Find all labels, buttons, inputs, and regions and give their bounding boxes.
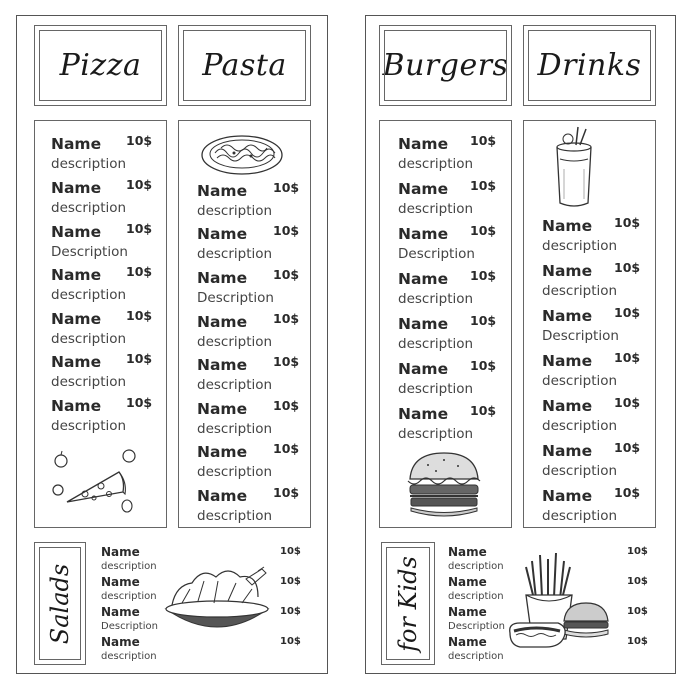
list-item xyxy=(398,360,503,397)
item-price: 10$ xyxy=(126,351,153,366)
item-price: 10$ xyxy=(627,636,648,647)
item-price: 10$ xyxy=(614,485,641,500)
item-price: 10$ xyxy=(470,178,497,193)
item-name: Name xyxy=(197,443,248,461)
item-name: Name xyxy=(51,135,102,153)
item-description: description xyxy=(101,591,157,602)
item-description: description xyxy=(542,418,618,434)
item-name: Name xyxy=(101,605,140,619)
item-description: Description xyxy=(448,621,505,632)
list-item xyxy=(101,636,157,663)
right-menu-page xyxy=(365,15,676,674)
list-item xyxy=(51,223,156,260)
item-price: 10$ xyxy=(280,606,301,617)
item-price: 10$ xyxy=(470,268,497,283)
item-description: description xyxy=(448,591,504,602)
salads-title: Salads xyxy=(46,563,75,644)
item-description: description xyxy=(542,373,618,389)
item-name: Name xyxy=(542,352,593,370)
item-description: Description xyxy=(51,244,128,260)
fries-burger-hotdog-icon xyxy=(506,551,614,653)
item-description: description xyxy=(542,463,618,479)
item-name: Name xyxy=(197,269,248,287)
list-item xyxy=(448,606,505,633)
list-item xyxy=(51,179,156,216)
pasta-header xyxy=(178,25,311,106)
item-description: description xyxy=(197,421,273,437)
item-name: Name xyxy=(51,353,102,371)
item-name: Name xyxy=(197,400,248,418)
list-item xyxy=(197,356,302,393)
list-item xyxy=(51,266,156,303)
item-price: 10$ xyxy=(273,485,300,500)
item-description: description xyxy=(197,334,273,350)
item-description: description xyxy=(101,561,157,572)
item-price: 10$ xyxy=(470,223,497,238)
list-item xyxy=(101,606,158,633)
pizza-slice-icon xyxy=(49,446,141,514)
item-description: description xyxy=(542,238,618,254)
item-price: 10$ xyxy=(273,398,300,413)
item-name: Name xyxy=(448,605,487,619)
item-name: Name xyxy=(51,397,102,415)
item-description: description xyxy=(398,426,474,442)
drinks-header xyxy=(523,25,656,106)
list-item xyxy=(197,400,302,437)
item-price: 10$ xyxy=(273,441,300,456)
item-description: description xyxy=(398,156,474,172)
item-description: description xyxy=(51,287,127,303)
item-description: Description xyxy=(398,246,475,262)
item-name: Name xyxy=(448,575,487,589)
item-description: description xyxy=(398,336,474,352)
item-price: 10$ xyxy=(126,308,153,323)
kids-header xyxy=(381,542,435,665)
item-description: description xyxy=(51,331,127,347)
item-name: Name xyxy=(197,487,248,505)
item-price: 10$ xyxy=(273,180,300,195)
item-description: description xyxy=(51,418,127,434)
item-name: Name xyxy=(197,182,248,200)
item-description: description xyxy=(101,651,157,662)
list-item xyxy=(542,487,647,524)
kids-title: for Kids xyxy=(394,555,422,652)
item-price: 10$ xyxy=(273,223,300,238)
item-name: Name xyxy=(398,270,449,288)
item-description: Description xyxy=(197,290,274,306)
list-item xyxy=(398,405,503,442)
item-price: 10$ xyxy=(273,311,300,326)
item-name: Name xyxy=(197,313,248,331)
item-description: description xyxy=(197,508,273,524)
list-item xyxy=(197,487,302,524)
item-price: 10$ xyxy=(627,606,648,617)
item-price: 10$ xyxy=(614,440,641,455)
list-item xyxy=(398,270,503,307)
pizza-title: Pizza xyxy=(59,48,142,83)
item-description: description xyxy=(398,381,474,397)
list-item xyxy=(51,135,156,172)
item-name: Name xyxy=(542,442,593,460)
item-price: 10$ xyxy=(126,264,153,279)
item-price: 10$ xyxy=(627,546,648,557)
item-name: Name xyxy=(448,545,487,559)
item-name: Name xyxy=(398,405,449,423)
list-item xyxy=(197,313,302,350)
salads-header xyxy=(34,542,86,665)
item-name: Name xyxy=(542,487,593,505)
item-description: Description xyxy=(542,328,619,344)
pizza-list xyxy=(34,120,167,528)
list-item xyxy=(398,135,503,172)
list-item xyxy=(51,397,156,434)
list-item xyxy=(398,315,503,352)
item-name: Name xyxy=(398,315,449,333)
item-price: 10$ xyxy=(280,546,301,557)
list-item xyxy=(51,353,156,390)
item-price: 10$ xyxy=(280,636,301,647)
pasta-plate-icon xyxy=(199,131,285,177)
item-description: description xyxy=(448,561,504,572)
item-name: Name xyxy=(542,217,593,235)
list-item xyxy=(542,217,647,254)
item-description: description xyxy=(197,377,273,393)
item-description: description xyxy=(542,283,618,299)
item-description: description xyxy=(51,200,127,216)
list-item xyxy=(542,397,647,434)
item-description: description xyxy=(448,651,504,662)
item-price: 10$ xyxy=(126,395,153,410)
item-price: 10$ xyxy=(614,395,641,410)
item-name: Name xyxy=(101,635,140,649)
list-item xyxy=(101,576,157,603)
list-item xyxy=(101,546,157,573)
item-name: Name xyxy=(398,360,449,378)
item-description: description xyxy=(197,203,273,219)
item-description: description xyxy=(542,508,618,524)
item-price: 10$ xyxy=(470,358,497,373)
list-item xyxy=(398,225,503,262)
item-name: Name xyxy=(101,575,140,589)
left-menu-page xyxy=(16,15,328,674)
pizza-header xyxy=(34,25,167,106)
list-item xyxy=(448,636,504,663)
drink-glass-icon xyxy=(554,125,594,209)
list-item xyxy=(197,269,302,306)
item-price: 10$ xyxy=(126,133,153,148)
item-price: 10$ xyxy=(614,260,641,275)
list-item xyxy=(542,262,647,299)
drinks-list xyxy=(523,120,656,528)
list-item xyxy=(197,443,302,480)
item-name: Name xyxy=(101,545,140,559)
list-item xyxy=(398,180,503,217)
item-description: Description xyxy=(101,621,158,632)
burger-icon xyxy=(406,451,482,517)
item-price: 10$ xyxy=(126,177,153,192)
item-price: 10$ xyxy=(280,576,301,587)
item-description: description xyxy=(51,156,127,172)
item-description: description xyxy=(398,291,474,307)
item-description: description xyxy=(197,246,273,262)
burgers-title: Burgers xyxy=(382,48,509,83)
item-price: 10$ xyxy=(273,267,300,282)
pasta-list xyxy=(178,120,311,528)
pasta-title: Pasta xyxy=(202,48,287,83)
item-price: 10$ xyxy=(614,350,641,365)
item-name: Name xyxy=(51,223,102,241)
item-name: Name xyxy=(197,356,248,374)
item-price: 10$ xyxy=(470,133,497,148)
list-item xyxy=(197,225,302,262)
drinks-title: Drinks xyxy=(537,48,642,83)
item-name: Name xyxy=(398,225,449,243)
item-name: Name xyxy=(197,225,248,243)
list-item xyxy=(197,182,302,219)
burgers-header xyxy=(379,25,512,106)
item-price: 10$ xyxy=(126,221,153,236)
list-item xyxy=(542,442,647,479)
list-item xyxy=(448,546,504,573)
item-name: Name xyxy=(398,180,449,198)
item-price: 10$ xyxy=(470,403,497,418)
item-name: Name xyxy=(542,307,593,325)
item-name: Name xyxy=(542,262,593,280)
list-item xyxy=(448,576,504,603)
item-name: Name xyxy=(51,310,102,328)
list-item xyxy=(542,352,647,389)
item-price: 10$ xyxy=(470,313,497,328)
list-item xyxy=(51,310,156,347)
item-description: description xyxy=(197,464,273,480)
item-price: 10$ xyxy=(627,576,648,587)
item-name: Name xyxy=(51,266,102,284)
salad-bowl-icon xyxy=(162,565,272,637)
item-price: 10$ xyxy=(614,215,641,230)
burgers-list xyxy=(379,120,512,528)
item-name: Name xyxy=(542,397,593,415)
item-name: Name xyxy=(398,135,449,153)
item-name: Name xyxy=(51,179,102,197)
item-description: description xyxy=(398,201,474,217)
item-price: 10$ xyxy=(273,354,300,369)
item-name: Name xyxy=(448,635,487,649)
item-price: 10$ xyxy=(614,305,641,320)
list-item xyxy=(542,307,647,344)
item-description: description xyxy=(51,374,127,390)
